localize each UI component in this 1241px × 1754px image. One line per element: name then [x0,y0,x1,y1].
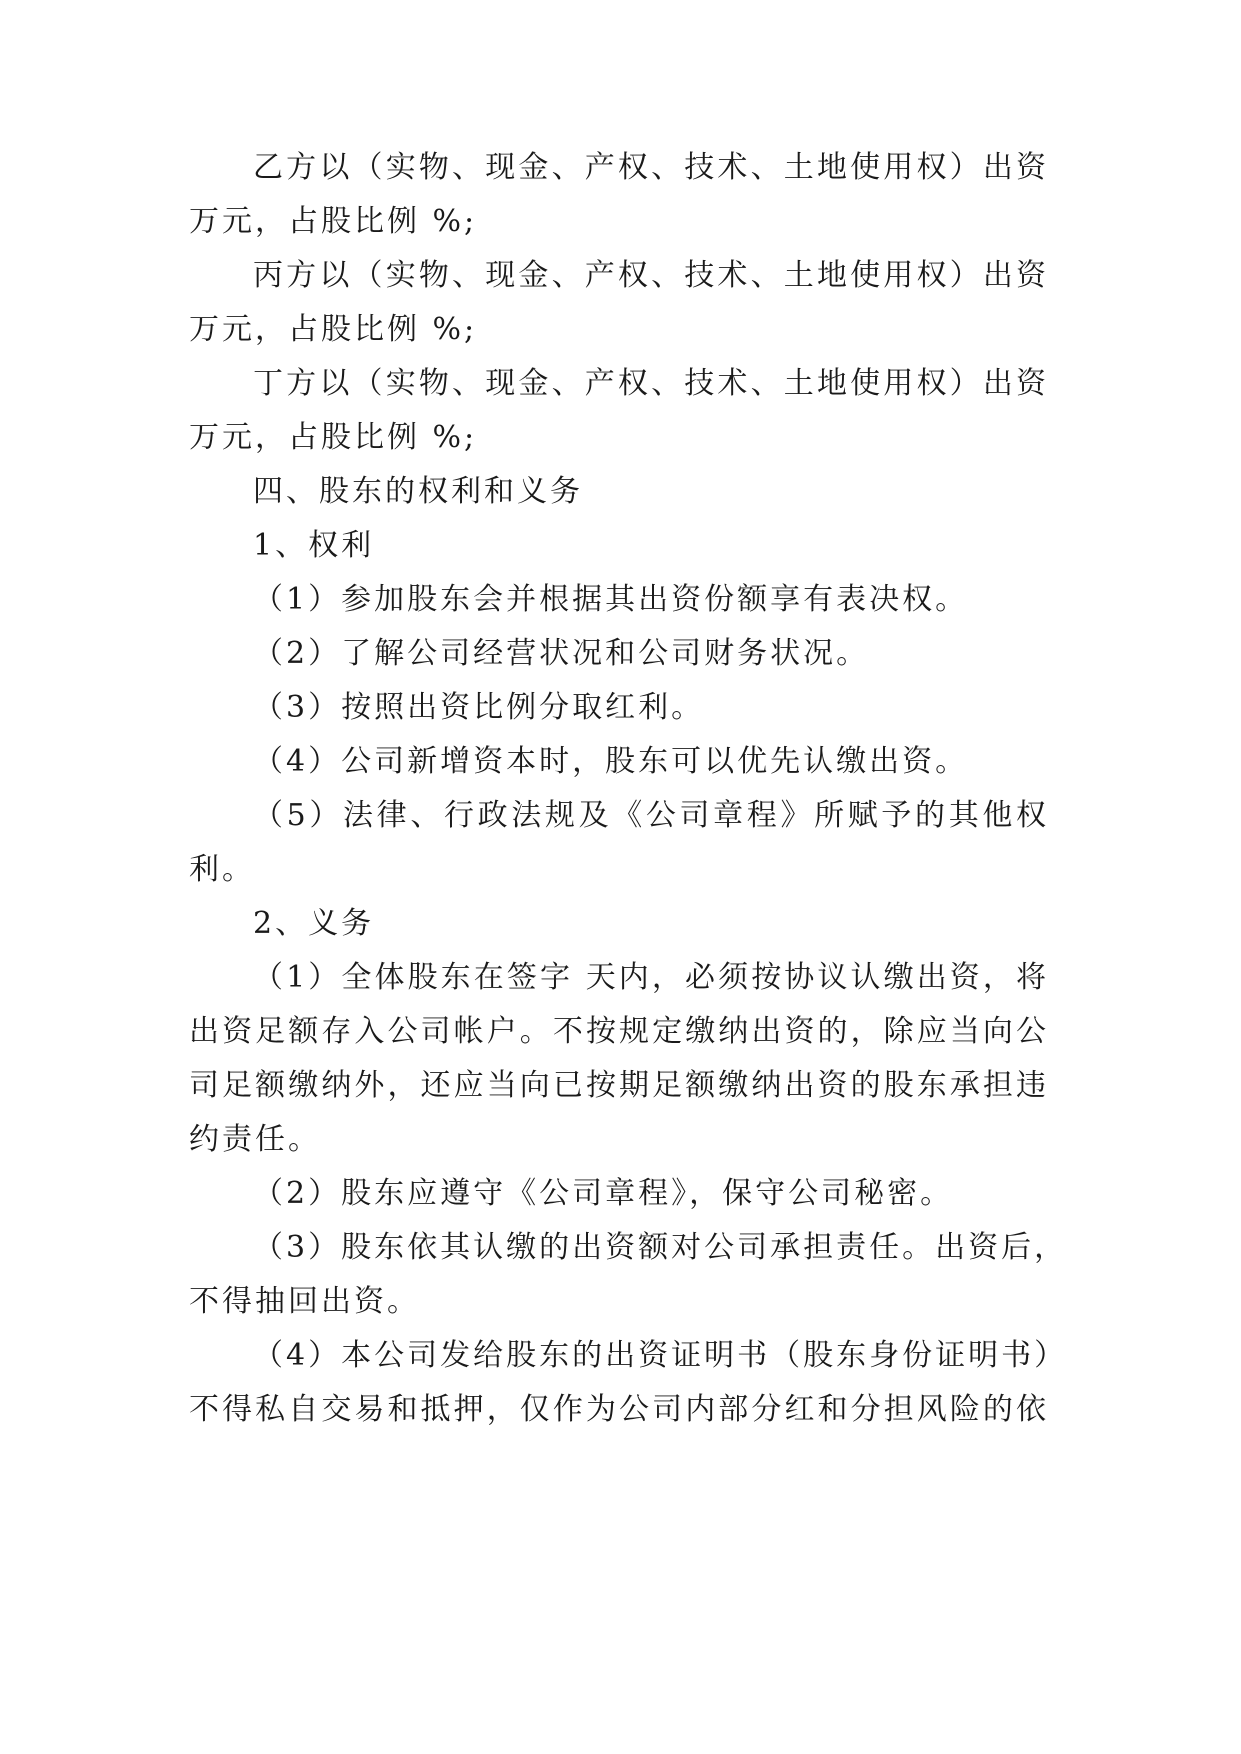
list-item: （2）股东应遵守《公司章程》，保守公司秘密。 [253,1176,954,1211]
paragraph-line: 丙方以（实物、现金、产权、技术、土地使用权）出资 [253,258,1049,293]
section-heading: 四、股东的权利和义务 [253,474,583,509]
paragraph-line: 乙方以（实物、现金、产权、技术、土地使用权）出资 [253,150,1049,185]
list-item: （5）法律、行政法规及《公司章程》所赋予的其他权 [253,798,1049,833]
list-item: （1）参加股东会并根据其出资份额享有表决权。 [253,582,969,617]
list-item: （3）按照出资比例分取红利。 [253,690,705,725]
list-item: （4）本公司发给股东的出资证明书（股东身份证明书） [253,1338,1068,1373]
list-item: （3）股东依其认缴的出资额对公司承担责任。出资后， [253,1230,1068,1265]
paragraph-line: 不得私自交易和抵押，仅作为公司内部分红和分担风险的依 [189,1392,1049,1427]
list-item: （1）全体股东在签字 天内，必须按协议认缴出资，将 [253,960,1049,995]
paragraph-line: 司足额缴纳外，还应当向已按期足额缴纳出资的股东承担违 [189,1068,1049,1103]
list-item: （4）公司新增资本时，股东可以优先认缴出资。 [253,744,969,779]
list-item: （2）了解公司经营状况和公司财务状况。 [253,636,870,671]
paragraph-line: 丁方以（实物、现金、产权、技术、土地使用权）出资 [253,366,1049,401]
paragraph-line: 万元，占股比例 %; [189,312,478,347]
paragraph-line: 出资足额存入公司帐户。不按规定缴纳出资的，除应当向公 [189,1014,1049,1049]
paragraph-line: 利。 [189,852,255,887]
paragraph-line: 万元，占股比例 %; [189,204,478,239]
subsection-heading: 2、义务 [253,906,375,941]
paragraph-line: 不得抽回出资。 [189,1284,420,1319]
paragraph-line: 约责任。 [189,1122,321,1157]
paragraph-line: 万元，占股比例 %; [189,420,478,455]
subsection-heading: 1、权利 [253,528,375,563]
